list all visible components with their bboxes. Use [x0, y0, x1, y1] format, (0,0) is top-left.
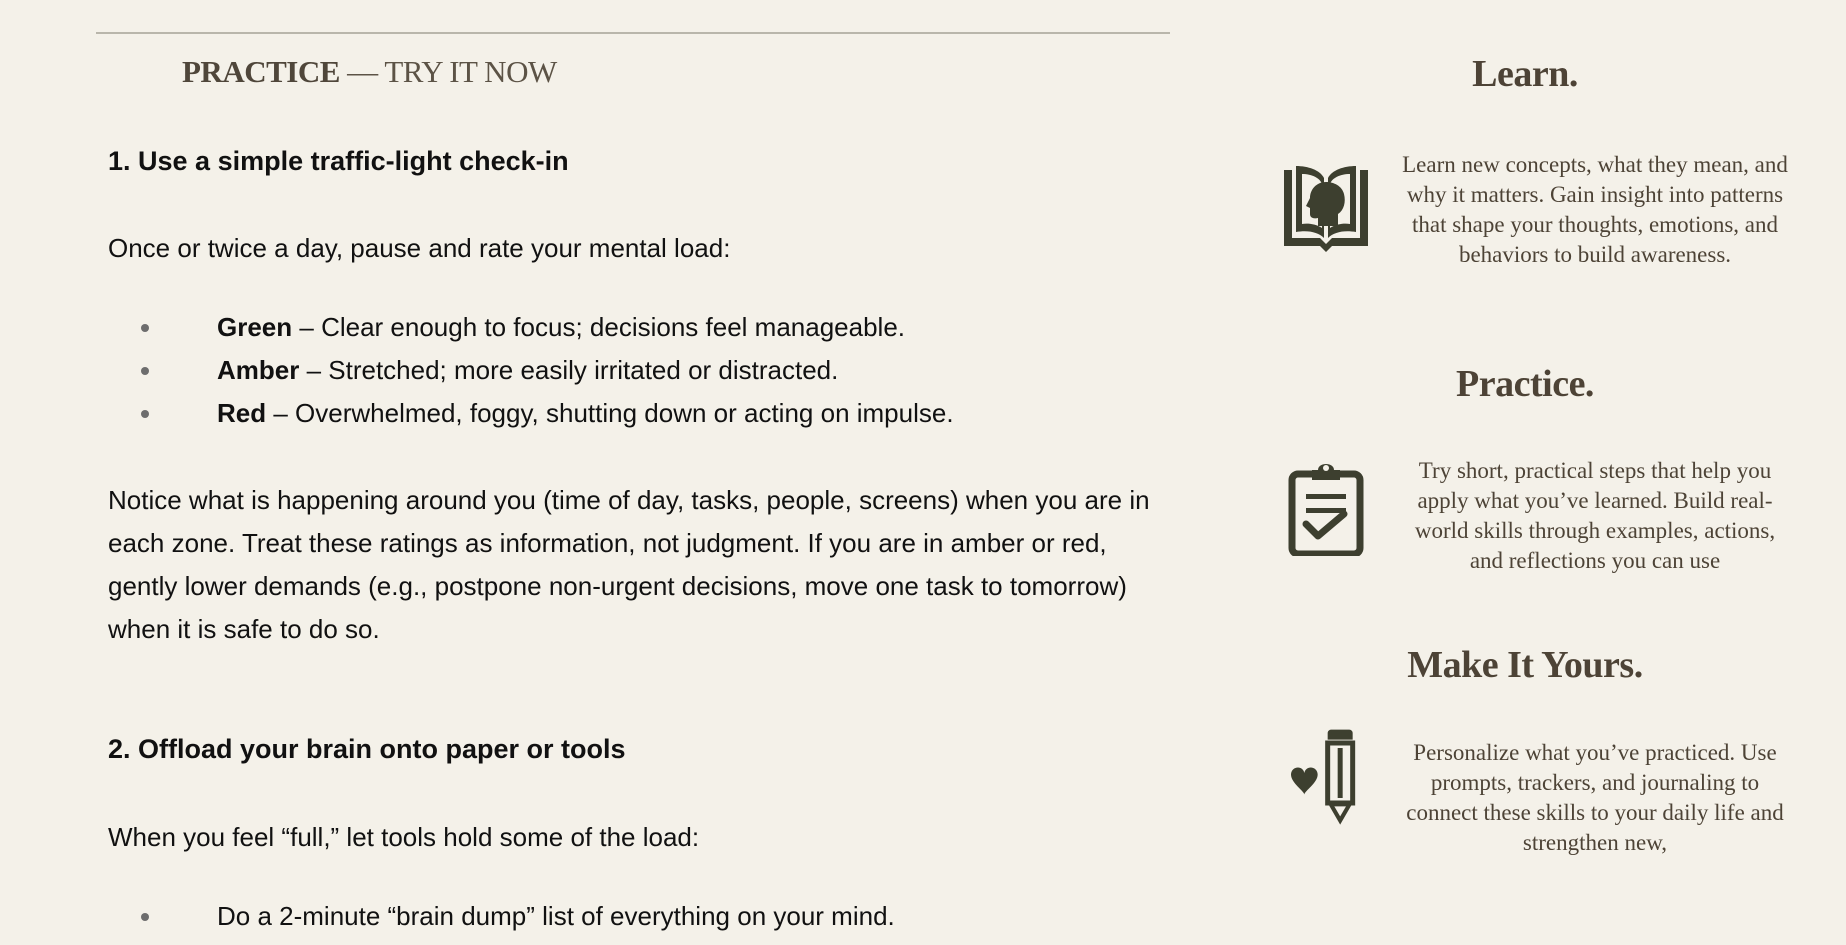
- step1-bullet-list: [108, 306, 954, 435]
- list-item: [108, 306, 954, 349]
- step2-bullet-list: [108, 895, 895, 938]
- section-label-rest: — TRY IT NOW: [339, 54, 557, 89]
- bullet-text: Do a 2-minute “brain dump” list of everything on your mind.: [217, 901, 895, 931]
- divider-rule: [96, 32, 1170, 34]
- bullet-dot-icon: [141, 324, 149, 332]
- section-label-strong: PRACTICE: [182, 54, 340, 89]
- make-it-yours-title: Make It Yours.: [1407, 644, 1643, 686]
- book-head-icon: [1276, 158, 1376, 258]
- clipboard-check-icon: [1276, 456, 1376, 556]
- list-item: [108, 895, 895, 938]
- sidebar: [1230, 0, 1846, 945]
- bullet-text: – Stretched; more easily irritated or distracted.: [299, 355, 839, 385]
- step1-heading: 1. Use a simple traffic-light check-in: [108, 146, 569, 176]
- make-it-yours-description: Personalize what you’ve practiced. Use prompts, trackers, and journaling to connect these skills to your daily life and strengthen new,: [1406, 740, 1784, 855]
- learn-description: Learn new concepts, what they mean, and why it matters. Gain insight into patterns that shape your thoughts, emotions, and behaviors to build awareness.: [1402, 152, 1788, 267]
- learn-title: Learn.: [1472, 53, 1578, 95]
- list-item: [108, 349, 954, 392]
- bullet-text: – Overwhelmed, foggy, shutting down or acting on impulse.: [266, 398, 954, 428]
- bullet-dot-icon: [141, 410, 149, 418]
- practice-description: Try short, practical steps that help you apply what you’ve learned. Build real-world skills through examples, actions, and reflections you can use: [1414, 458, 1776, 573]
- bullet-dot-icon: [141, 367, 149, 375]
- list-item: [108, 392, 954, 435]
- bullet-dot-icon: [141, 913, 149, 921]
- section-label: [182, 54, 557, 90]
- step2-heading: 2. Offload your brain onto paper or tools: [108, 734, 626, 764]
- practice-title: Practice.: [1456, 363, 1594, 405]
- step1-body: Notice what is happening around you (time of day, tasks, people, screens) when you are in each zone. Treat these ratings as information, not judgment. If you are in amber or red, gently lower demands (e.g., postpone non-urgent decisions, move one task to tomorrow) when it is safe to do so.: [108, 485, 1150, 644]
- bullet-text: – Clear enough to focus; decisions feel manageable.: [292, 312, 905, 342]
- step1-intro: Once or twice a day, pause and rate your mental load:: [108, 233, 731, 263]
- bullet-term: Green: [217, 312, 293, 342]
- bullet-term: Red: [217, 398, 267, 428]
- heart-pencil-icon: [1276, 728, 1376, 828]
- bullet-term: Amber: [217, 355, 300, 385]
- step2-intro: When you feel “full,” let tools hold some of the load:: [108, 822, 700, 852]
